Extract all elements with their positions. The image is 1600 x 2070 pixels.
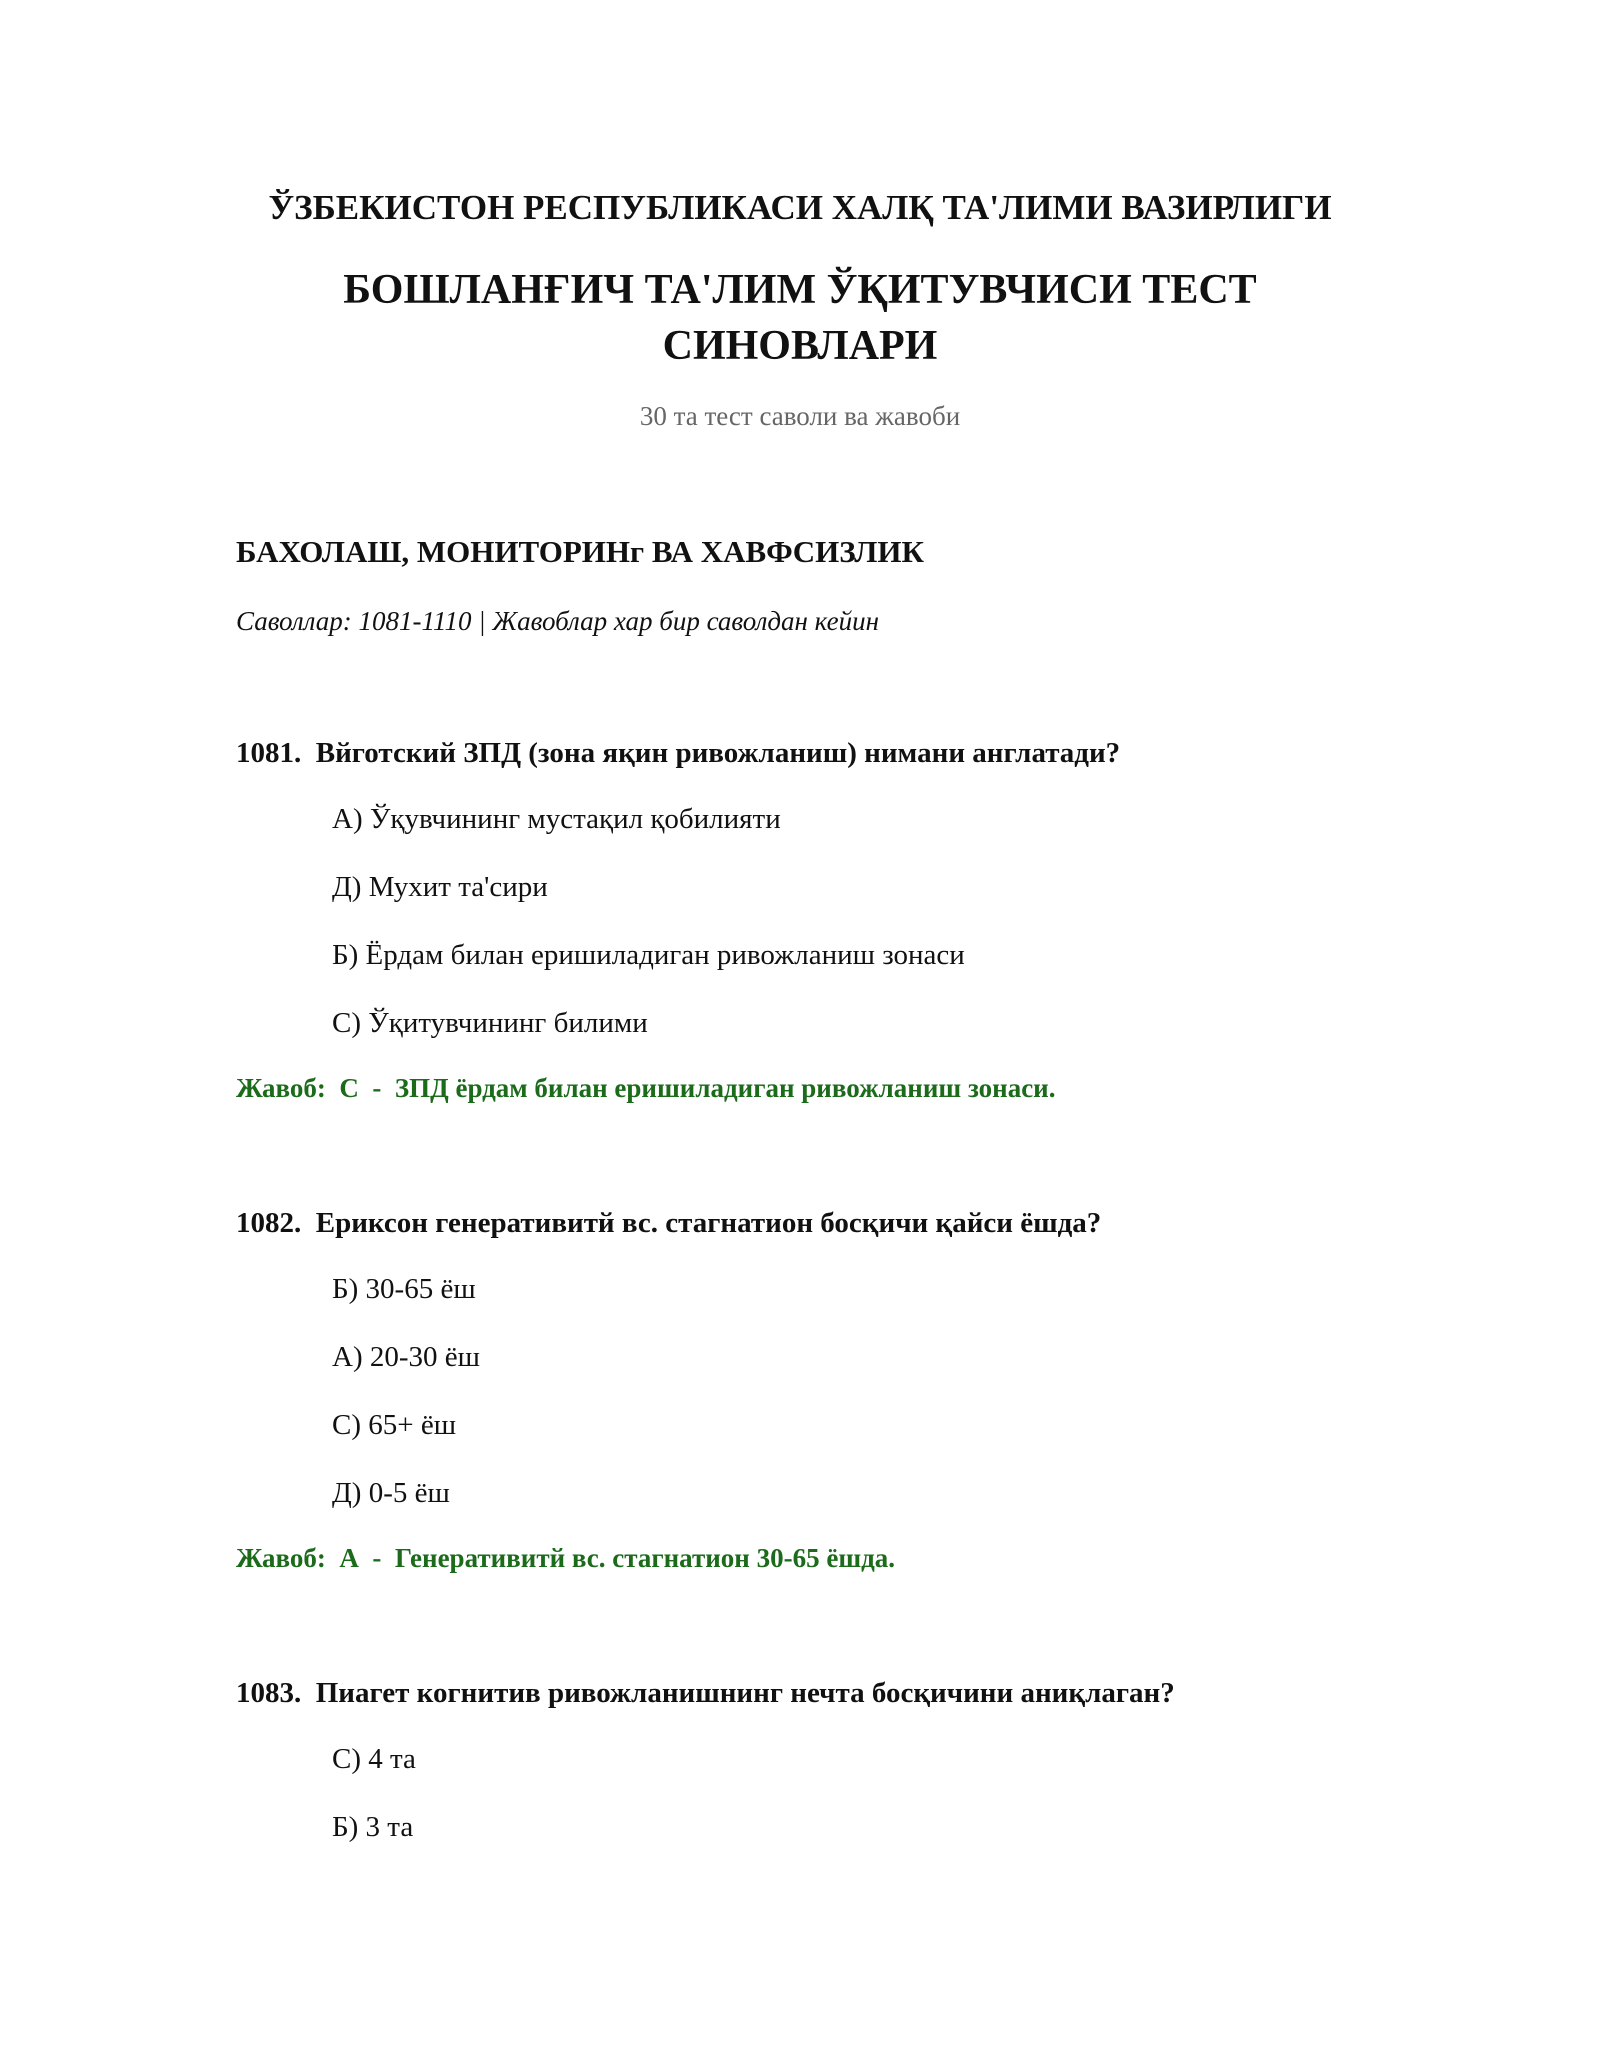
option: С) Ўқитувчининг билими [332, 1007, 648, 1039]
option-list [236, 1270, 1500, 1512]
document-subtitle: 30 та тест саволи ва жавоби [639, 401, 961, 431]
question-1082 [236, 1204, 1500, 1576]
section-title: БАХОЛАШ, МОНИТОРИНг ВА ХАВФСИЗЛИК [236, 534, 924, 569]
question-text: 1081. Вйготский ЗПД (зона яқин ривожланиш) нимани англатади? [236, 737, 1121, 769]
option: Д) Мухит та'сири [332, 871, 548, 903]
section-note: Саволлар: 1081-1110 | Жавоблар хар бир саволдан кейин [236, 606, 880, 636]
option-list [236, 1740, 1500, 1846]
option: Б) 3 та [332, 1811, 414, 1843]
option: С) 65+ ёш [332, 1409, 457, 1441]
option: Д) 0-5 ёш [332, 1477, 450, 1509]
option: Б) 30-65 ёш [332, 1273, 476, 1305]
option: А) Ўқувчининг мустақил қобилияти [332, 803, 781, 835]
question-text: 1082. Ериксон генеративитй вс. стагнатион босқичи қайси ёшда? [236, 1207, 1102, 1239]
question-1083 [236, 1674, 1500, 1846]
option: С) 4 та [332, 1743, 416, 1775]
document-title [0, 262, 1600, 374]
question-text: 1083. Пиагет когнитив ривожланишнинг нечта босқичини аниқлаган? [236, 1677, 1175, 1709]
document-title-line-1: БОШЛАНҒИЧ ТА'ЛИМ ЎҚИТУВЧИСИ ТЕСТ [343, 267, 1257, 313]
answer-line: Жавоб: С - ЗПД ёрдам билан еришиладиган ривожланиш зонаси. [236, 1073, 1056, 1103]
option: Б) Ёрдам билан еришиладиган ривожланиш зонаси [332, 939, 965, 971]
option: А) 20-30 ёш [332, 1341, 480, 1373]
answer-line: Жавоб: А - Генеративитй вс. стагнатион 30-65 ёшда. [236, 1543, 896, 1573]
document-title-line-2: СИНОВЛАРИ [662, 323, 938, 369]
option-list [236, 800, 1500, 1042]
question-1081 [236, 734, 1500, 1106]
ministry-heading: ЎЗБЕКИСТОН РЕСПУБЛИКАСИ ХАЛҚ ТА'ЛИМИ ВАЗИРЛИГИ [268, 188, 1332, 227]
